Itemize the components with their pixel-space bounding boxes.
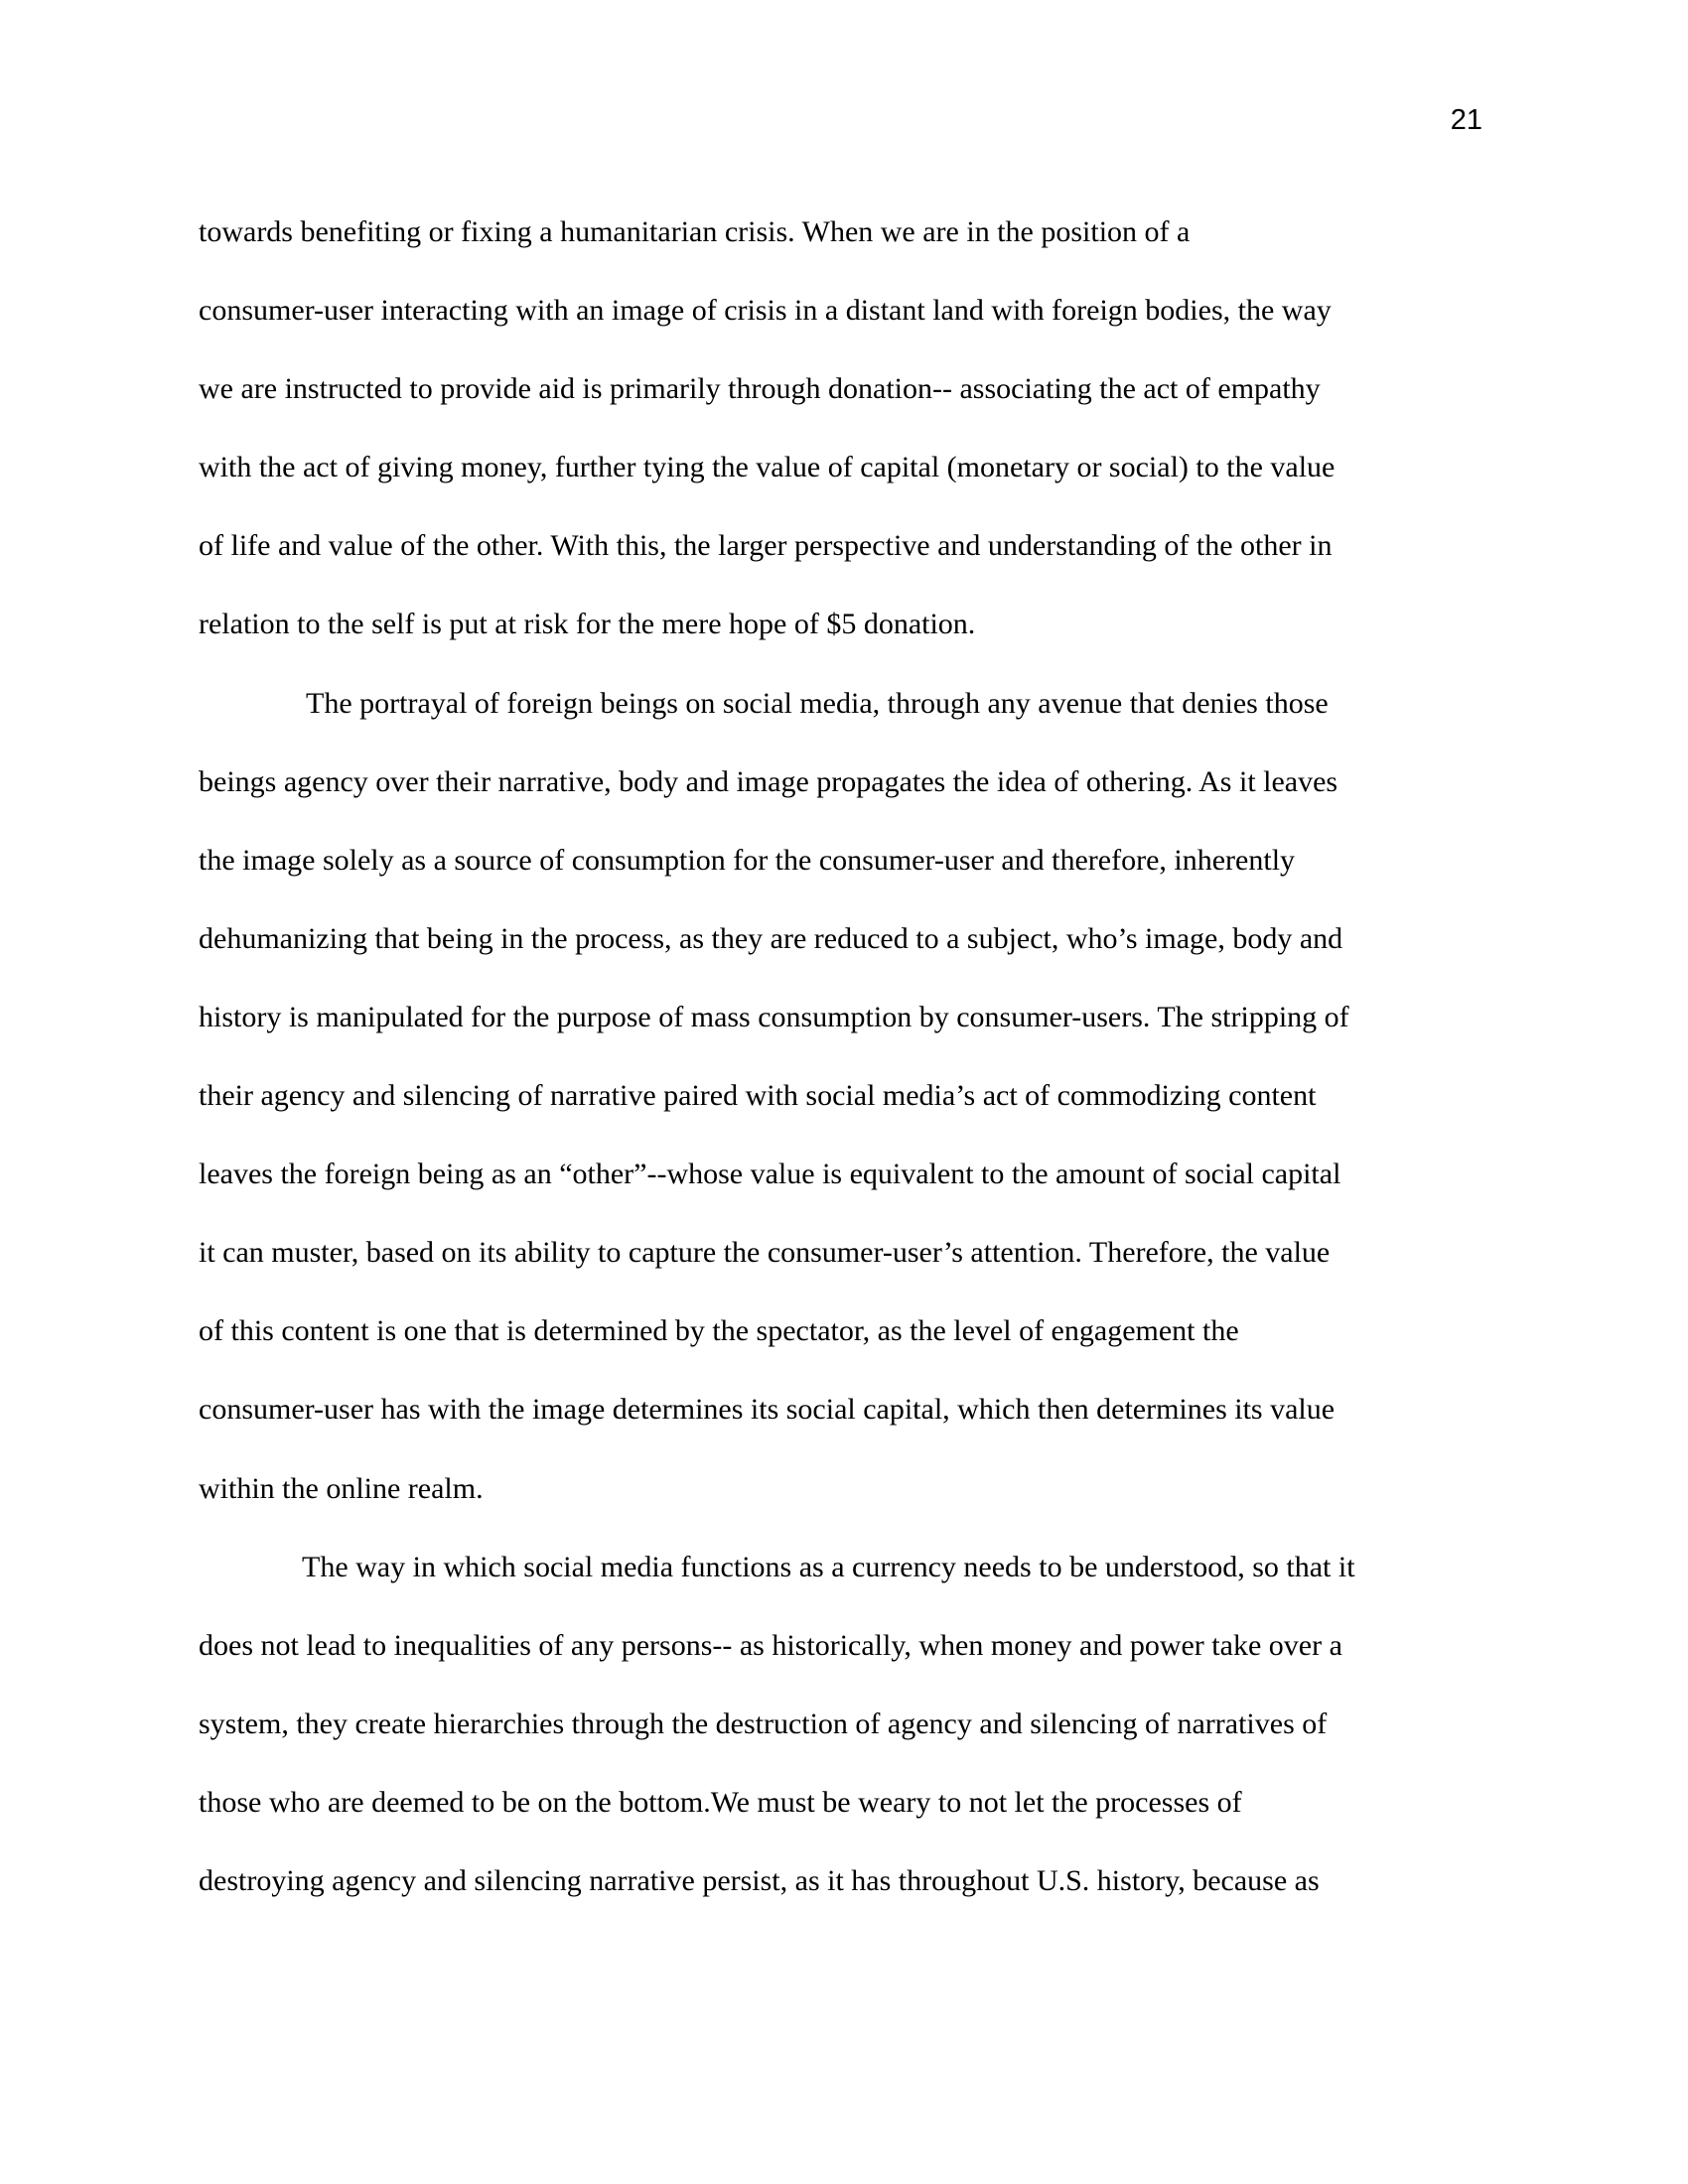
text-line: it can muster, based on its ability to capture the consumer-user’s attention. Therefore, the value: [199, 1236, 1331, 1270]
text-line: the image solely as a source of consumption for the consumer-user and therefore, inherently: [199, 843, 1296, 877]
text-line: does not lead to inequalities of any persons-- as historically, when money and power take over a: [199, 1628, 1342, 1662]
text-line: beings agency over their narrative, body and image propagates the idea of othering. As it leaves: [199, 764, 1338, 798]
text-line: destroying agency and silencing narrative persist, as it has throughout U.S. history, because as: [199, 1863, 1320, 1897]
text-line: those who are deemed to be on the bottom.We must be weary to not let the processes of: [199, 1785, 1242, 1819]
body-text: [199, 193, 1489, 1920]
text-line: system, they create hierarchies through the destruction of agency and silencing of narratives of: [199, 1706, 1328, 1740]
text-line: with the act of giving money, further tying the value of capital (monetary or social) to the value: [199, 451, 1336, 484]
page-number: 21: [1450, 104, 1482, 136]
text-line: of this content is one that is determined by the spectator, as the level of engagement the: [199, 1314, 1239, 1348]
text-line: consumer-user interacting with an image of crisis in a distant land with foreign bodies, the way: [199, 294, 1332, 328]
paragraph-first-line: The portrayal of foreign beings on social media, through any avenue that denies those: [306, 686, 1329, 720]
text-line: we are instructed to provide aid is primarily through donation-- associating the act of empathy: [199, 372, 1321, 406]
text-line: relation to the self is put at risk for the mere hope of $5 donation.: [199, 608, 976, 641]
text-line: leaves the foreign being as an “other”--whose value is equivalent to the amount of social capital: [199, 1158, 1341, 1191]
text-line: dehumanizing that being in the process, as they are reduced to a subject, who’s image, body and: [199, 921, 1343, 955]
text-line: of life and value of the other. With this, the larger perspective and understanding of the other in: [199, 529, 1333, 563]
text-line: towards benefiting or fixing a humanitarian crisis. When we are in the position of a: [199, 215, 1191, 248]
paragraph-first-line: The way in which social media functions as a currency needs to be understood, so that it: [302, 1550, 1355, 1583]
text-line: within the online realm.: [199, 1471, 484, 1505]
text-line: their agency and silencing of narrative paired with social media’s act of commodizing content: [199, 1079, 1317, 1113]
text-line: consumer-user has with the image determines its social capital, which then determines its value: [199, 1393, 1336, 1427]
text-line: history is manipulated for the purpose of mass consumption by consumer-users. The stripping of: [199, 1000, 1349, 1033]
